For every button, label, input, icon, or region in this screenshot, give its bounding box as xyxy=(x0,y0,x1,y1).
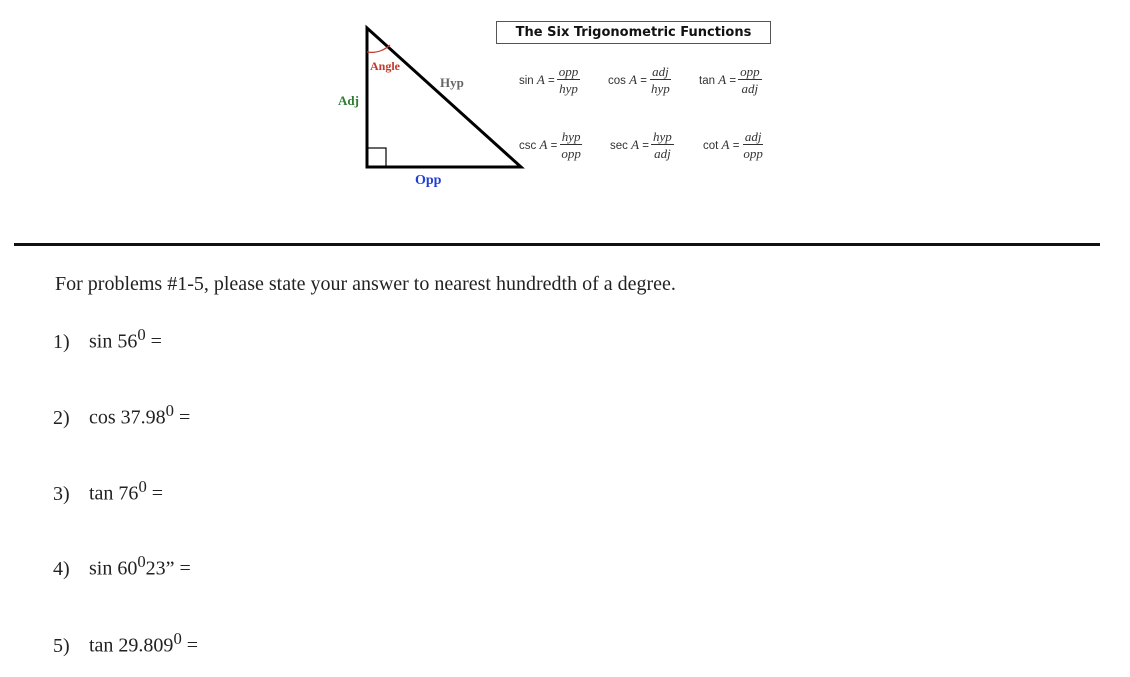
numerator: adj xyxy=(652,64,669,79)
degree-superscript: 0 xyxy=(173,629,182,648)
cot-formula: cot A = $\frac{\text{adj}}{\text{opp}}$ xyxy=(703,129,763,161)
trig-functions-title: The Six Trigonometric Functions xyxy=(496,21,771,44)
fn-name: sec xyxy=(610,140,628,152)
sin-formula: sin A = $\frac{\text{opp}}{\text{hyp}}$ xyxy=(519,64,579,96)
problem-item xyxy=(53,552,191,581)
problem-tail: = xyxy=(174,406,191,429)
degree-superscript: 0 xyxy=(165,401,174,420)
denominator: adj xyxy=(654,146,671,161)
problem-tail: = xyxy=(181,634,199,657)
fn-var: A xyxy=(629,72,638,87)
problem-number: 5) xyxy=(53,634,70,657)
numerator: adj xyxy=(744,129,762,144)
numerator: hyp xyxy=(561,129,581,144)
cos-formula: cos A = $\frac{\text{adj}}{\text{hyp}}$ xyxy=(608,64,670,96)
angle-label: Angle xyxy=(370,59,400,73)
adjacent-label: Adj xyxy=(338,93,359,108)
problem-item xyxy=(53,401,190,430)
fn-name: csc xyxy=(519,140,537,152)
problem-expression: sin 56 xyxy=(89,330,138,353)
problem-number: 3) xyxy=(53,482,70,505)
opposite-label: Opp xyxy=(415,173,442,188)
numerator: opp xyxy=(740,64,760,79)
problem-expression: sin 60 xyxy=(89,557,138,580)
fn-name: sin xyxy=(519,75,534,87)
fn-var: A xyxy=(718,72,727,87)
denominator: hyp xyxy=(559,81,578,96)
numerator: opp xyxy=(558,64,579,79)
degree-superscript: 0 xyxy=(137,552,146,571)
problem-number: 4) xyxy=(53,557,70,580)
denominator: adj xyxy=(741,81,759,96)
instructions-text: For problems #1-5, please state your answer to nearest hundredth of a degree. xyxy=(55,273,676,295)
sec-formula: sec A = $\frac{\text{hyp}}{\text{adj}}$ xyxy=(610,129,672,161)
problem-item xyxy=(53,325,162,354)
problem-expression: tan 29.809 xyxy=(89,634,174,657)
fn-name: cos xyxy=(608,75,626,87)
problem-tail: 23” = xyxy=(145,557,191,580)
degree-superscript: 0 xyxy=(138,477,147,496)
hypotenuse-label: Hyp xyxy=(440,75,464,90)
denominator: opp xyxy=(743,146,763,161)
problem-number: 2) xyxy=(53,406,70,429)
fn-var: A xyxy=(536,72,545,87)
problem-item xyxy=(53,629,198,658)
denominator: opp xyxy=(561,146,581,161)
csc-formula: csc A = $\frac{\text{hyp}}{\text{opp}}$ xyxy=(519,129,581,161)
numerator: hyp xyxy=(652,129,672,144)
problem-number: 1) xyxy=(53,330,70,353)
denominator: hyp xyxy=(650,81,670,96)
problem-tail: = xyxy=(145,330,162,353)
fn-name: tan xyxy=(699,75,715,87)
fn-var: A xyxy=(721,137,730,152)
fn-var: A xyxy=(539,137,548,152)
problem-tail: = xyxy=(146,482,164,505)
problem-item xyxy=(53,477,163,506)
problem-expression: cos 37.98 xyxy=(89,406,166,429)
problem-expression: tan 76 xyxy=(89,482,139,505)
section-divider xyxy=(14,243,1100,246)
fn-name: cot xyxy=(703,140,719,152)
right-angle-marker xyxy=(367,148,386,167)
right-triangle xyxy=(367,28,521,167)
tan-formula: tan A = $\frac{\text{opp}}{\text{adj}}$ xyxy=(699,64,760,96)
fn-var: A xyxy=(631,137,640,152)
degree-superscript: 0 xyxy=(137,325,146,344)
